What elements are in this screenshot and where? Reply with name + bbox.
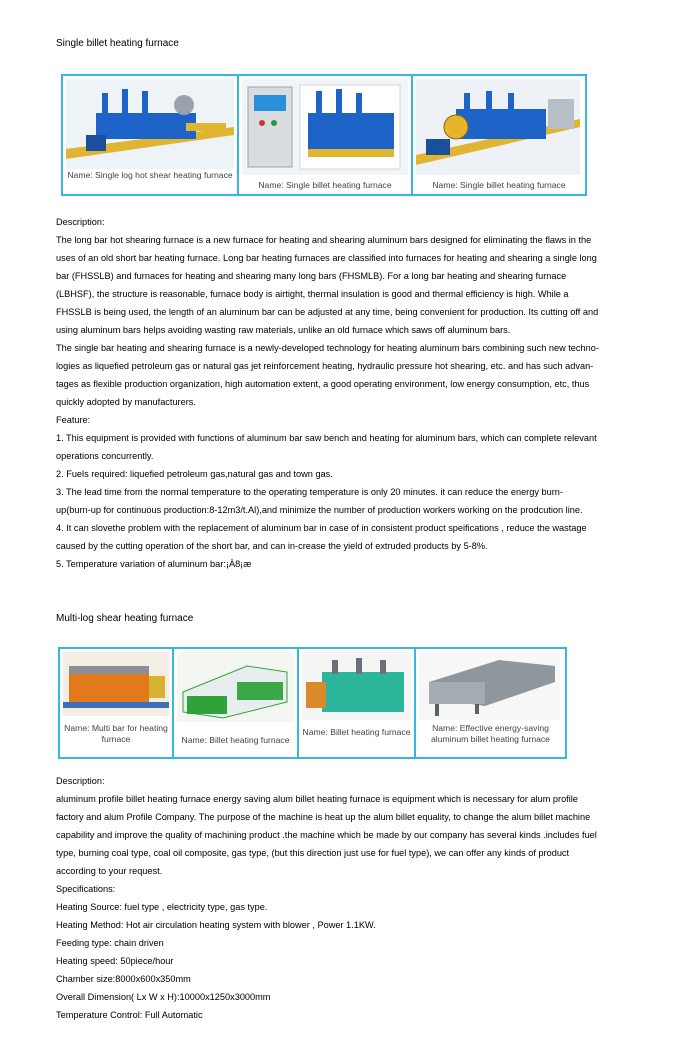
paragraph-line: type, burning coal type, coal oil composite, gas type, (but this direction just use for fuel type), we can offer any kinds of product <box>56 848 570 858</box>
paragraph-line: quickly adopted by manufacturers. <box>56 397 196 407</box>
paragraph-line: The single bar heating and shearing furnace is a newly-developed technology for heating aluminum bars combining such new techno- <box>56 343 599 353</box>
feature-line: 2. Fuels required: liquefied petroleum gas,natural gas and town gas. <box>56 469 333 479</box>
paragraph-line: logies as liquefied petroleum gas or natural gas jet reinforcement heating, hydraulic pressure hot shearing, etc. and has such advan- <box>56 361 594 371</box>
feature-line: 4. It can slovethe problem with the replacement of aluminum bar in case of in consistent product speifications , reduce the wastage <box>56 523 587 533</box>
paragraph-line: using aluminum bars helps avoiding wasting raw materials, unlike an old furnace which saws off aluminum bars. <box>56 325 511 335</box>
multi-bar-furnace-image <box>63 652 169 716</box>
section1-title: Single billet heating furnace <box>56 38 179 49</box>
control-cabinet-furnace-image <box>242 79 408 175</box>
gallery-item[interactable] <box>60 649 174 757</box>
spec-line: Overall Dimension( Lx W x H):10000x1250x3000mm <box>56 992 271 1002</box>
feature-label: Feature: <box>56 415 91 425</box>
gallery-item[interactable] <box>239 76 413 194</box>
image-caption: Name: Single billet heating furnace <box>432 180 566 190</box>
spec-line: Feeding type: chain driven <box>56 938 164 948</box>
description-label: Description: <box>56 217 105 227</box>
billet-furnace-image <box>177 652 294 722</box>
specifications-label: Specifications: <box>56 884 116 894</box>
paragraph-line: (LBHSF), the structure is reasonable, furnace body is airtight, thermal insulation is good and thermal efficiency is high. While a <box>56 289 569 299</box>
description-label: Description: <box>56 776 105 786</box>
spec-line: Chamber size:8000x600x350mm <box>56 974 191 984</box>
gallery-item[interactable] <box>413 76 585 194</box>
shear-furnace-image <box>66 79 234 169</box>
section2-description <box>56 772 656 1024</box>
paragraph-line: capability and improve the quality of machining product .the machine which be made by our company has several kinds .includes fuel <box>56 830 597 840</box>
image-caption: Name: Multi bar for heating furnace <box>64 723 168 744</box>
section1-description <box>56 213 656 573</box>
feature-line: operations concurrently. <box>56 451 154 461</box>
paragraph-line: factory and alum Profile Company. The purpose of the machine is heat up the alum billet equality, to change the alum billet machine <box>56 812 591 822</box>
section2-gallery <box>58 647 567 759</box>
spec-line: Temperature Control: Full Automatic <box>56 1010 203 1020</box>
billet-furnace-image <box>302 652 411 720</box>
spec-line: Heating speed: 50piece/hour <box>56 956 174 966</box>
image-caption: Name: Single log hot shear heating furnace <box>67 170 233 180</box>
billet-furnace-line-image <box>416 79 580 175</box>
energy-saving-furnace-image <box>419 652 560 720</box>
paragraph-line: according to your request. <box>56 866 163 876</box>
image-caption: Name: Single billet heating furnace <box>258 180 392 190</box>
image-caption: Name: Billet heating furnace <box>181 735 290 745</box>
feature-line: caused by the cutting operation of the short bar, and can in-crease the yield of extruded products by 5-8%. <box>56 541 488 551</box>
spec-line: Heating Source: fuel type , electricity type, gas type. <box>56 902 268 912</box>
gallery-item[interactable] <box>299 649 416 757</box>
paragraph-line: aluminum profile billet heating furnace energy saving alum billet heating furnace is equipment which is necessary for alum profile <box>56 794 578 804</box>
paragraph-line: tages as flexible production organization, high automation extent, a good operating environment, low energy consumption, etc, thus <box>56 379 590 389</box>
feature-line: 5. Temperature variation of aluminum bar:¡À8¡æ <box>56 559 252 569</box>
section2-title: Multi-log shear heating furnace <box>56 613 194 624</box>
feature-line: 1. This equipment is provided with functions of aluminum bar saw bench and heating for aluminum bars, which can complete relevant <box>56 433 597 443</box>
gallery-item[interactable] <box>416 649 565 757</box>
paragraph-line: bar (FHSSLB) and furnaces for heating and shearing many long bars (FHSMLB). For a long bar heating and shearing furnace <box>56 271 567 281</box>
paragraph-line: uses of an old short bar heating furnace. Long bar heating furnaces are classified into furnaces for heating and shearing a single long <box>56 253 597 263</box>
spec-line: Heating Method: Hot air circulation heating system with blower , Power 1.1KW. <box>56 920 376 930</box>
section1-gallery <box>61 74 587 196</box>
paragraph-line: FHSSLB is being used, the length of an aluminum bar can be adjusted at any time, being convenient for production. Its cutting off and <box>56 307 599 317</box>
image-caption: Name: Billet heating furnace <box>302 727 411 737</box>
feature-line: up(burn-up for continuous production:8-12m3/t.Al),and minimize the number of production workers working on the prodcution line. <box>56 505 583 515</box>
feature-line: 3. The lead time from the normal temperature to the operating temperature is only 20 minutes. it can reduce the energy burn- <box>56 487 563 497</box>
gallery-item[interactable] <box>63 76 239 194</box>
gallery-item[interactable] <box>174 649 299 757</box>
paragraph-line: The long bar hot shearing furnace is a new furnace for heating and shearing aluminum bars designed for eliminating the flaws in the <box>56 235 592 245</box>
image-caption: Name: Effective energy-saving aluminum billet heating furnace <box>431 723 550 744</box>
